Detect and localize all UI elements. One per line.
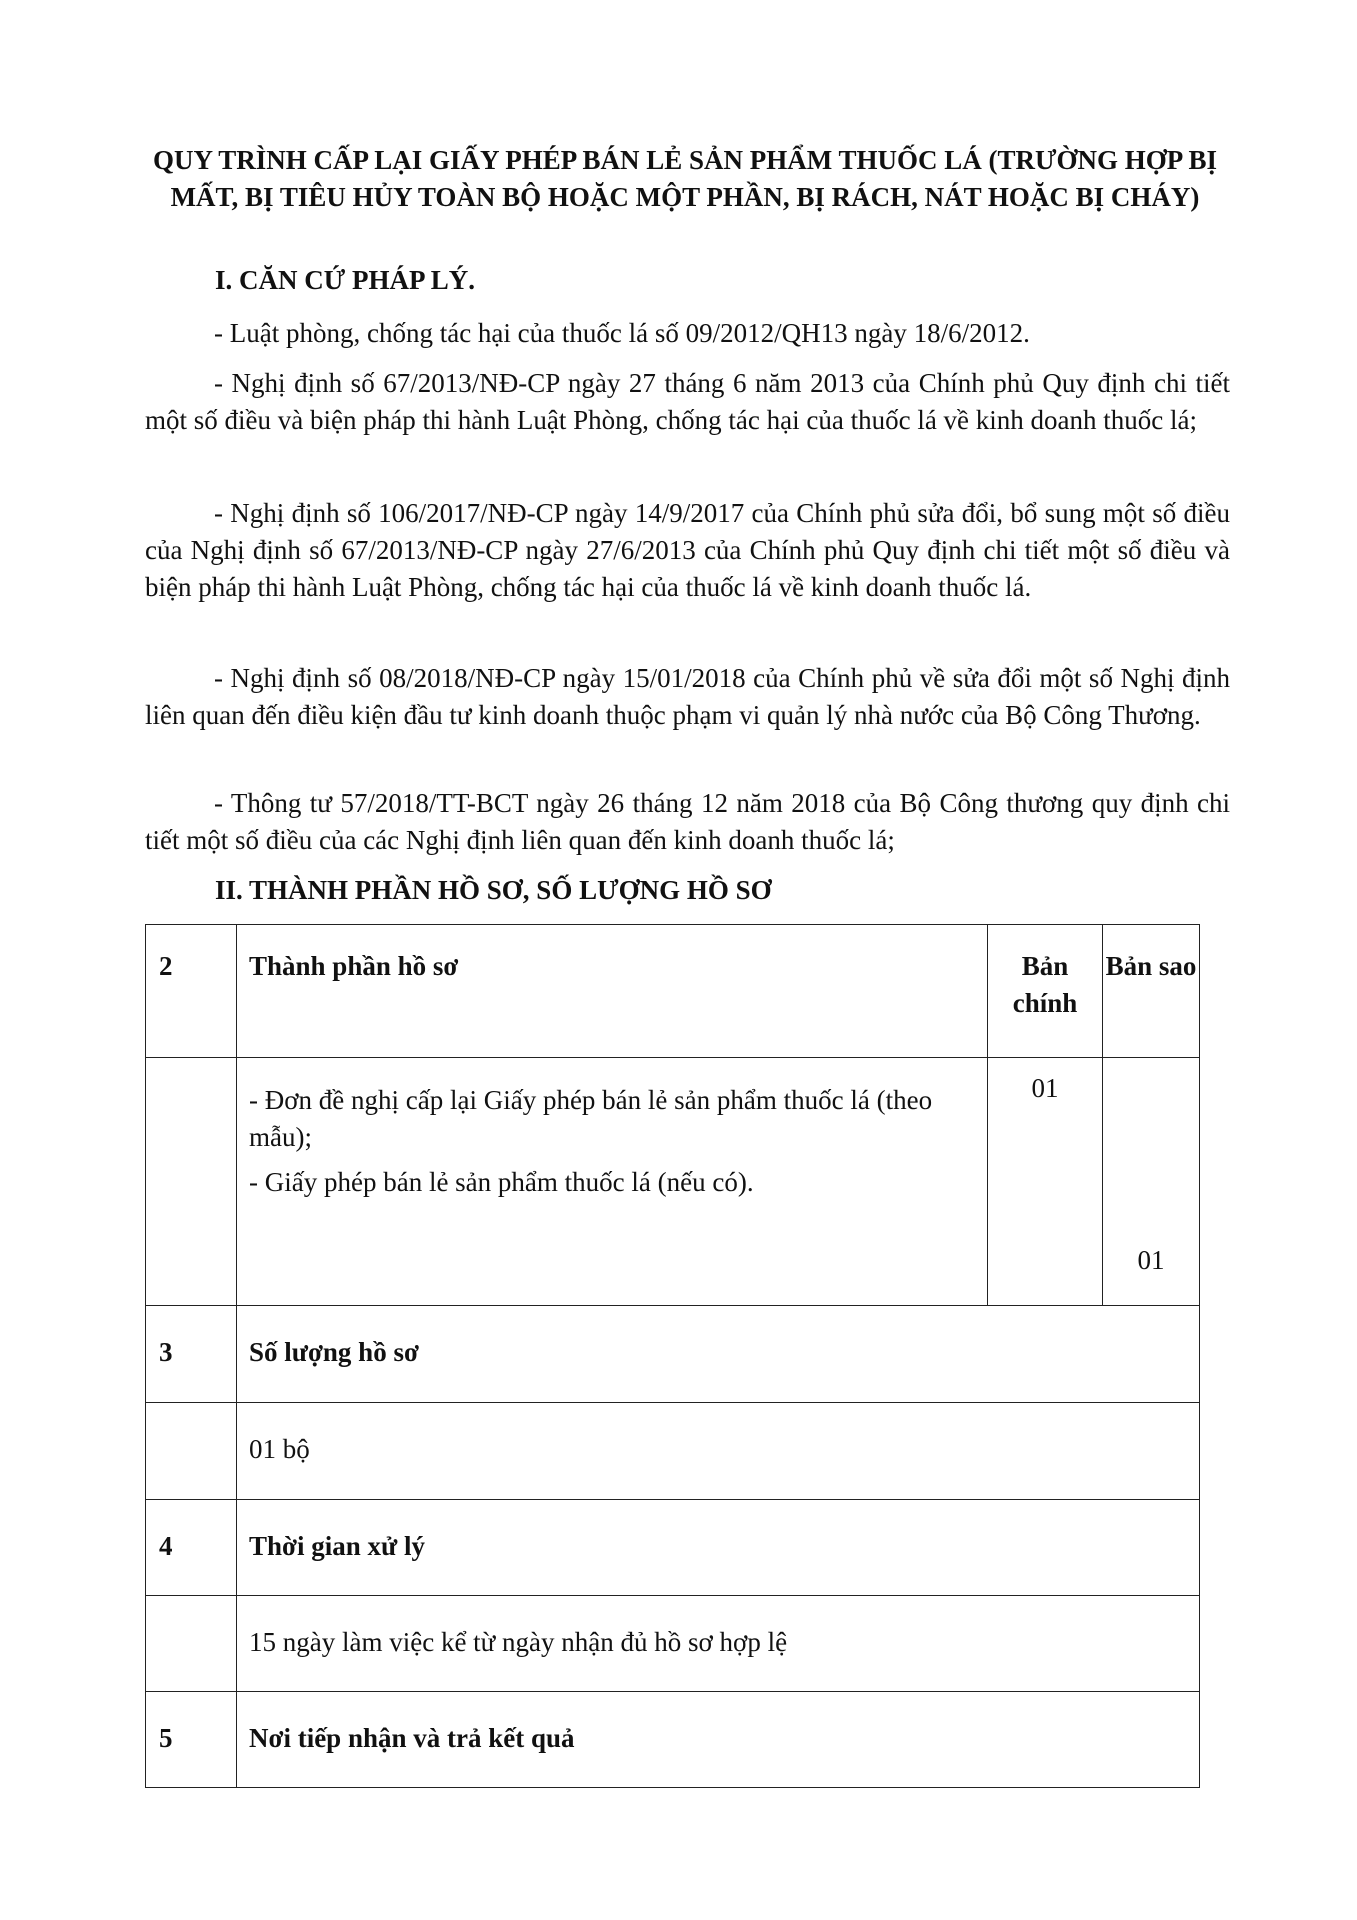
legal-basis-paragraph-3: - Nghị định số 106/2017/NĐ-CP ngày 14/9/2017 của Chính phủ sửa đổi, bổ sung một số điều của Nghị định số 67/2013/NĐ-CP ngày 27/6/2013 của Chính phủ Quy định chi tiết một số điều và biện pháp thi hành Luật Phòng, chống tác hại của thuốc lá về kinh doanh thuốc lá. xyxy=(145,498,1230,602)
table-row xyxy=(146,1403,1200,1500)
document-title: QUY TRÌNH CẤP LẠI GIẤY PHÉP BÁN LẺ SẢN PHẨM THUỐC LÁ (TRƯỜNG HỢP BỊ MẤT, BỊ TIÊU HỦY TOÀN BỘ HOẶC MỘT PHẦN, BỊ RÁCH, NÁT HOẶC BỊ CHÁY) xyxy=(152,145,1218,212)
table-row xyxy=(146,925,1200,1058)
row-label: Số lượng hồ sơ xyxy=(237,1306,1200,1403)
dossier-items xyxy=(237,1058,988,1306)
row-number-empty xyxy=(146,1596,237,1692)
dossier-item: - Giấy phép bán lẻ sản phẩm thuốc lá (nếu có). xyxy=(249,1167,754,1197)
row-number: 5 xyxy=(146,1692,237,1788)
row-value: 01 bộ xyxy=(237,1403,1200,1500)
table-row xyxy=(146,1058,1200,1306)
col-header-ban-sao: Bản sao xyxy=(1103,925,1200,1058)
table-row xyxy=(146,1596,1200,1692)
row-number-empty xyxy=(146,1403,237,1500)
row-label: Thời gian xử lý xyxy=(237,1500,1200,1596)
legal-basis-paragraph-4: - Nghị định số 08/2018/NĐ-CP ngày 15/01/2018 của Chính phủ về sửa đổi một số Nghị định liên quan đến điều kiện đầu tư kinh doanh thuộc phạm vi quản lý nhà nước của Bộ Công Thương. xyxy=(145,663,1230,730)
dossier-item: - Đơn đề nghị cấp lại Giấy phép bán lẻ sản phẩm thuốc lá (theo mẫu); xyxy=(249,1085,933,1152)
dossier-table xyxy=(145,924,1200,1788)
col-header-ban-chinh: Bản chính xyxy=(988,925,1103,1058)
row-value: 15 ngày làm việc kể từ ngày nhận đủ hồ sơ hợp lệ xyxy=(237,1596,1200,1692)
row-number: 4 xyxy=(146,1500,237,1596)
legal-basis-paragraph-5: - Thông tư 57/2018/TT-BCT ngày 26 tháng 12 năm 2018 của Bộ Công thương quy định chi tiết một số điều của các Nghị định liên quan đến kinh doanh thuốc lá; xyxy=(145,788,1230,855)
row-number: 3 xyxy=(146,1306,237,1403)
legal-basis-paragraph-1: - Luật phòng, chống tác hại của thuốc lá số 09/2012/QH13 ngày 18/6/2012. xyxy=(214,318,1030,348)
row-number-empty xyxy=(146,1058,237,1306)
row-label: Thành phần hồ sơ xyxy=(237,925,988,1058)
row-number: 2 xyxy=(146,925,237,1058)
row-label: Nơi tiếp nhận và trả kết quả xyxy=(237,1692,1200,1788)
section-1-heading: I. CĂN CỨ PHÁP LÝ. xyxy=(215,265,475,295)
table-row xyxy=(146,1692,1200,1788)
ban-chinh-value: 01 xyxy=(988,1058,1103,1306)
table-row xyxy=(146,1500,1200,1596)
ban-sao-value: 01 xyxy=(1103,1058,1200,1306)
table-row xyxy=(146,1306,1200,1403)
legal-basis-paragraph-2: - Nghị định số 67/2013/NĐ-CP ngày 27 tháng 6 năm 2013 của Chính phủ Quy định chi tiết một số điều và biện pháp thi hành Luật Phòng, chống tác hại của thuốc lá về kinh doanh thuốc lá; xyxy=(145,368,1230,435)
section-2-heading: II. THÀNH PHẦN HỒ SƠ, SỐ LƯỢNG HỒ SƠ xyxy=(215,875,772,905)
